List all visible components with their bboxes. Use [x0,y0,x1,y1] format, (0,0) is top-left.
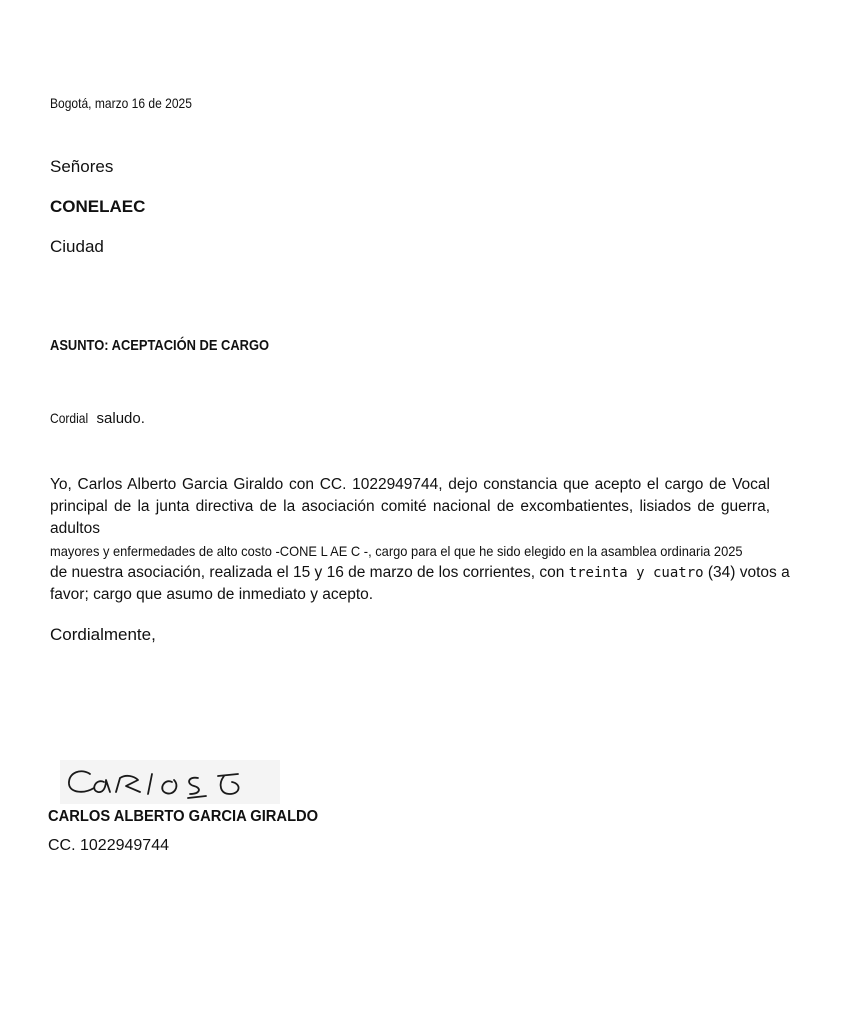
recipient-salutation: Señores [50,157,114,176]
recipient-city: Ciudad [50,237,104,256]
body-line-3: mayores y enfermedades de alto costo -CONE L AE C -, cargo para el que he sido elegido en la asamblea ordinaria 2025 [50,543,743,559]
greeting [50,410,145,427]
signer-id: CC. 1022949744 [48,837,169,854]
letter-body [50,474,790,606]
body-line-2: principal de la junta directiva de la asociación comité nacional de excombatientes, lisiados de guerra, adultos [50,498,770,537]
greeting-word-1: Cordial [50,410,89,426]
recipient-organization: CONELAEC [50,197,146,216]
votes-in-words: treinta y cuatro [568,565,704,581]
signer-name: CARLOS ALBERTO GARCIA GIRALDO [48,808,319,825]
body-line-4-end: (34) votos a [707,564,790,581]
body-line-4 [50,562,790,584]
greeting-word-2: saludo. [96,410,145,427]
closing: Cordialmente, [50,625,156,644]
subject-line: ASUNTO: ACEPTACIÓN DE CARGO [50,337,270,354]
body-line-5: favor; cargo que asumo de inmediato y acepto. [50,586,374,603]
letter-date: Bogotá, marzo 16 de 2025 [50,95,192,111]
handwritten-signature [60,760,280,804]
body-line-1: Yo, Carlos Alberto Garcia Giraldo con CC. 1022949744, dejo constancia que acepto el cargo de Vocal [50,476,770,493]
body-line-4-start: de nuestra asociación, realizada el 15 y 16 de marzo de los corrientes, con [50,564,565,581]
